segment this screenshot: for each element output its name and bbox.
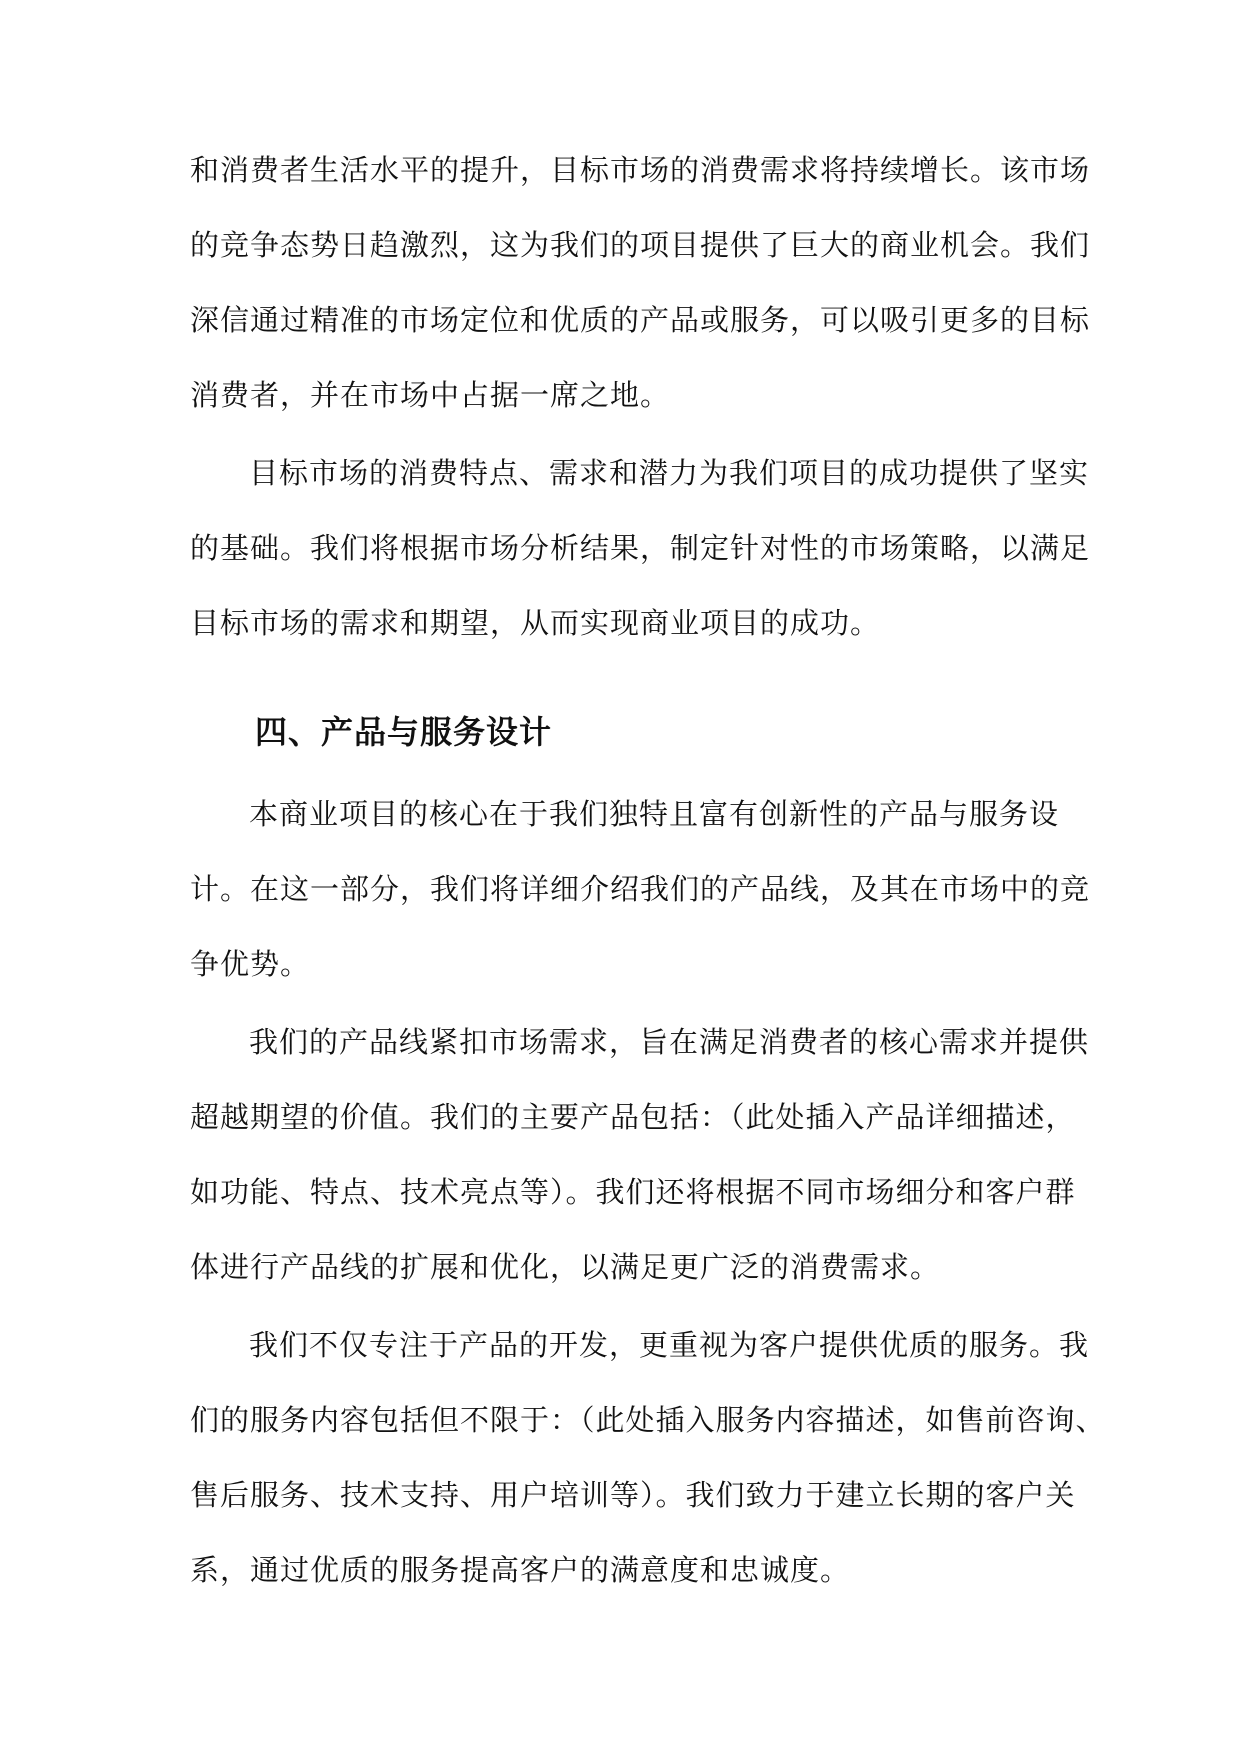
paragraph-4-line-1: 我们的产品线紧扣市场需求，旨在满足消费者的核心需求并提供: [249, 1025, 1090, 1059]
paragraph-5-line-1: 我们不仅专注于产品的开发，更重视为客户提供优质的服务。我: [249, 1328, 1090, 1362]
paragraph-4-line-4: 体进行产品线的扩展和优化，以满足更广泛的消费需求。: [190, 1250, 941, 1284]
paragraph-3-line-1: 本商业项目的核心在于我们独特且富有创新性的产品与服务设: [249, 797, 1060, 831]
paragraph-4-line-2: 超越期望的价值。我们的主要产品包括：（此处插入产品详细描述，: [190, 1100, 1076, 1134]
paragraph-5-line-3: 售后服务、技术支持、用户培训等）。我们致力于建立长期的客户关: [190, 1478, 1076, 1512]
section-heading: 四、产品与服务设计: [255, 713, 553, 751]
paragraph-3-line-3: 争优势。: [190, 947, 311, 981]
paragraph-1-line-1: 和消费者生活水平的提升，目标市场的消费需求将持续增长。该市场: [190, 153, 1091, 187]
paragraph-5-line-4: 系，通过优质的服务提高客户的满意度和忠诚度。: [190, 1553, 851, 1587]
paragraph-3-line-2: 计。在这一部分，我们将详细介绍我们的产品线，及其在市场中的竞: [190, 872, 1091, 906]
paragraph-1-line-2: 的竞争态势日趋激烈，这为我们的项目提供了巨大的商业机会。我们: [190, 228, 1091, 262]
paragraph-1-line-3: 深信通过精准的市场定位和优质的产品或服务，可以吸引更多的目标: [190, 303, 1091, 337]
paragraph-2-line-3: 目标市场的需求和期望，从而实现商业项目的成功。: [190, 606, 881, 640]
paragraph-5-line-2: 们的服务内容包括但不限于：（此处插入服务内容描述，如售前咨询、: [190, 1403, 1106, 1437]
paragraph-1-line-4: 消费者，并在市场中占据一席之地。: [190, 378, 671, 412]
paragraph-4-line-3: 如功能、特点、技术亮点等）。我们还将根据不同市场细分和客户群: [190, 1175, 1076, 1209]
paragraph-2-line-2: 的基础。我们将根据市场分析结果，制定针对性的市场策略，以满足: [190, 531, 1091, 565]
paragraph-2-line-1: 目标市场的消费特点、需求和潜力为我们项目的成功提供了坚实: [249, 456, 1090, 490]
